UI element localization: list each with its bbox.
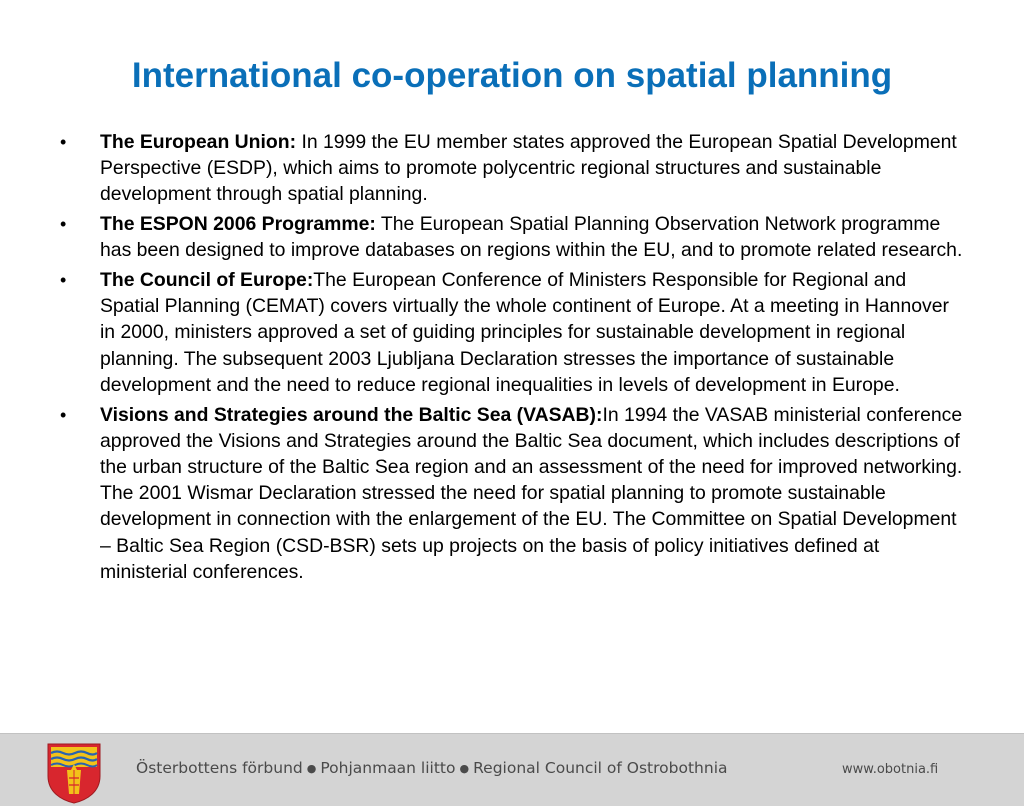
bullet-text: The European Conference of Ministers Responsible for Regional and Spatial Planning (CEMAT) covers virtually the whole continent of Europe. At a meeting in Hannover in 2000, ministers approved a set of guiding principles for sustainable development in regional planning. The subsequent 2003 Ljubljana Declaration stresses the importance of sustainable development and the need to reduce regional inequalities in levels of development in Europe.	[100, 269, 949, 396]
bullet-item-vasab	[58, 402, 968, 585]
bullet-marker: •	[60, 270, 67, 291]
bullet-item-council-of-europe	[58, 267, 968, 398]
bullet-item-european-union	[58, 129, 968, 208]
footer-separator: ●	[306, 762, 317, 775]
footer-bar	[0, 733, 1024, 806]
coat-of-arms-icon	[45, 742, 103, 804]
footer-org-english: Regional Council of Ostrobothnia	[473, 759, 728, 777]
bullet-text: The European Spatial Planning Observation Network programme has been designed to improve databases on regions within the EU, and to promote related research.	[100, 213, 963, 262]
bullet-lead: The ESPON 2006 Programme:	[100, 213, 376, 236]
bullet-list	[58, 129, 968, 588]
bullet-marker: •	[60, 214, 67, 235]
bullet-text: In 1999 the EU member states approved the European Spatial Development Perspective (ESDP), which aims to promote polycentric regional structures and sustainable development through spatial planning.	[100, 131, 957, 206]
bullet-lead: The Council of Europe:	[100, 269, 314, 292]
slide-title: International co-operation on spatial planning	[131, 56, 893, 95]
bullet-text: In 1994 the VASAB ministerial conference approved the Visions and Strategies around the Baltic Sea document, which includes descriptions of the urban structure of the Baltic Sea region and an assessment of the need for improved networking. The 2001 Wismar Declaration stressed the need for spatial planning to promote sustainable development in connection with the enlargement of the EU. The Committee on Spatial Development – Baltic Sea Region (CSD-BSR) sets up projects on the basis of policy initiatives defined at ministerial conferences.	[100, 403, 963, 583]
footer-organization	[136, 759, 728, 777]
bullet-lead: Visions and Strategies around the Baltic Sea (VASAB):	[100, 403, 603, 426]
footer-website-link[interactable]: www.obotnia.fi	[842, 762, 939, 777]
bullet-marker: •	[60, 404, 67, 425]
bullet-marker: •	[60, 132, 67, 152]
bullet-item-espon	[58, 211, 968, 263]
bullet-lead: The European Union:	[100, 131, 297, 153]
footer-separator: ●	[459, 762, 470, 775]
footer-org-finnish: Pohjanmaan liitto	[320, 759, 456, 777]
footer-org-swedish: Österbottens förbund	[136, 759, 303, 777]
